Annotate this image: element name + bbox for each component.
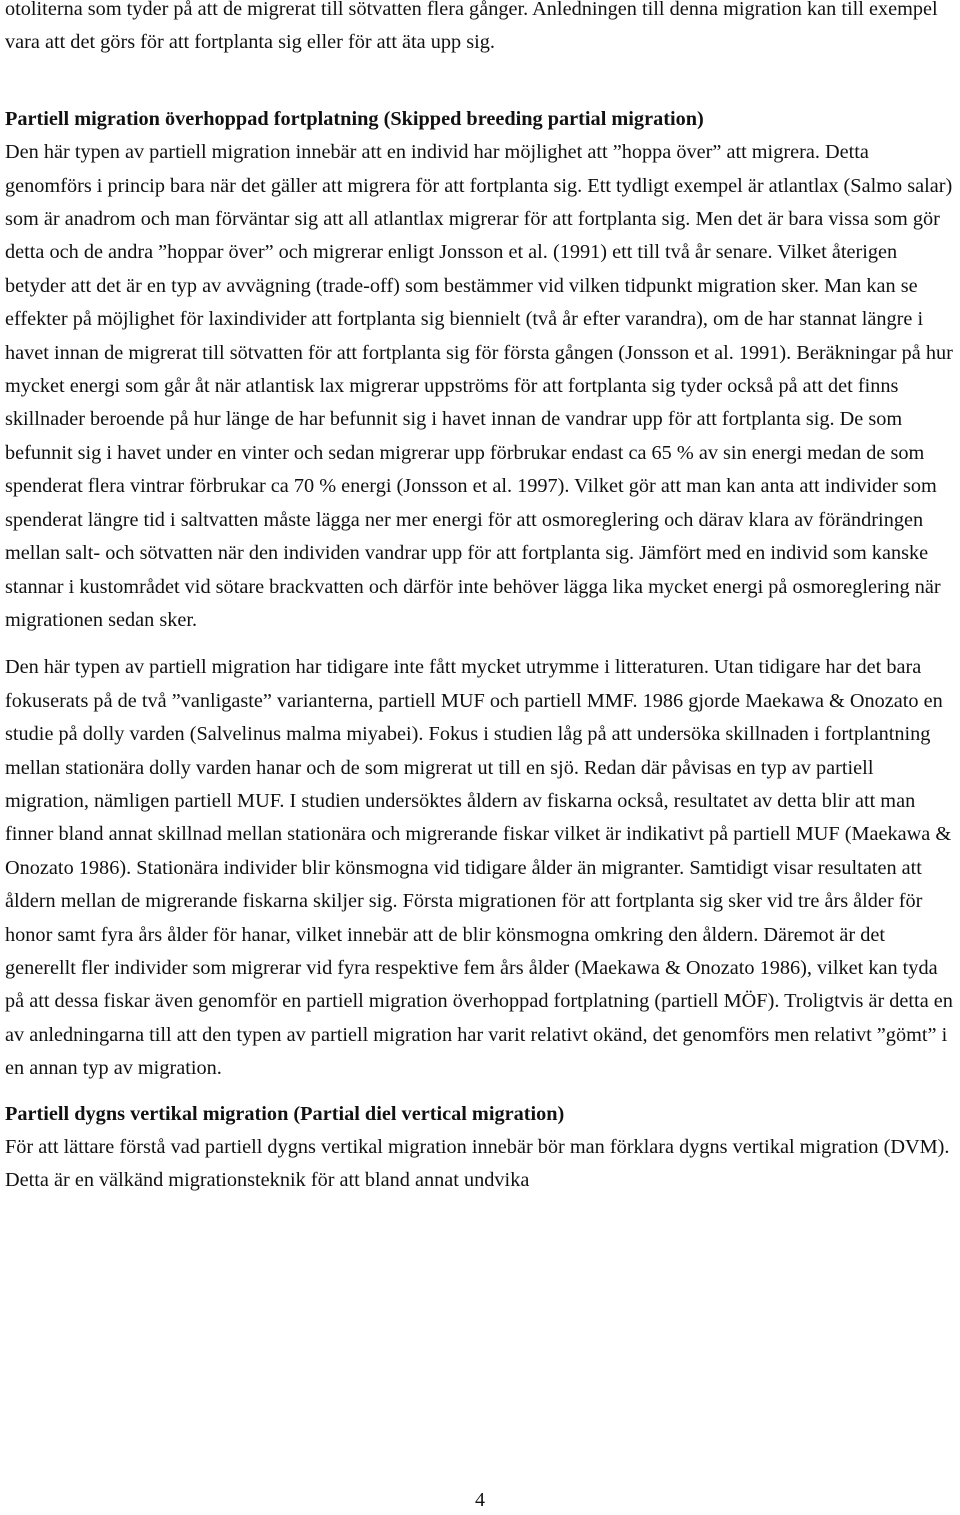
document-page xyxy=(5,0,955,1198)
body-paragraph: Den här typen av partiell migration har tidigare inte fått mycket utrymme i litteraturen. Utan tidigare har det bara fokuserats på de två ”vanligaste” varianterna, partiell MUF och partiell MMF. 1986 gjorde Maekawa & Onozato en studie på dolly varden (Salvelinus malma miyabei). Fokus i studien låg på att undersöka skillnaden i fortplantning mellan stationära dolly varden hanar och de som migrerat ut till en sjö. Redan där påvisas en typ av partiell migration, nämligen partiell MUF. I studien undersöktes åldern av fiskarna också, resultatet av detta blir att man finner bland annat skillnad mellan stationära och migrerande fiskar vilket är indikativt på partiell MUF (Maekawa & Onozato 1986). Stationära individer blir könsmogna vid tidigare ålder än migranter. Samtidigt visar resultaten att åldern mellan de migrerande fiskarna skiljer sig. Första migrationen för att fortplanta sig sker vid tre års ålder för honor samt fyra års ålder för hanar, vilket innebär att de blir könsmogna omkring den åldern. Däremot är det generellt fler individer som migrerar vid fyra respektive fem års ålder (Maekawa & Onozato 1986), vilket kan tyda på att dessa fiskar även genomför en partiell migration överhoppad fortplatning (partiell MÖF). Troligtvis är detta en av anledningarna till att den typen av partiell migration har varit relativt okänd, det genomförs men relativt ”gömt” i en annan typ av migration. xyxy=(5,656,953,1080)
body-paragraph: För att lättare förstå vad partiell dygns vertikal migration innebär bör man förklara dygns vertikal migration (DVM). Detta är en välkänd migrationsteknik för att bland annat undvika xyxy=(5,1136,950,1192)
body-paragraph: Den här typen av partiell migration innebär att en individ har möjlighet att ”hoppa över” att migrera. Detta genomförs i princip bara när det gäller att migrera för att fortplanta sig. Ett tydligt exempel är atlantlax (Salmo salar) som är anadrom och man förväntar sig att all atlantlax migrerar för att fortplanta sig. Men det är bara vissa som gör detta och de andra ”hoppar över” och migrerar enligt Jonsson et al. (1991) ett till två år senare. Vilket återigen betyder att det är en typ av avvägning (trade-off) som bestämmer vid vilken tidpunkt migration sker. Man kan se effekter på möjlighet för laxindivider att fortplanta sig biennielt (två år efter varandra), om de har stannat längre i havet innan de migrerat till sötvatten för att fortplanta sig för första gången (Jonsson et al. 1991). Beräkningar på hur mycket energi som går åt när atlantisk lax migrerar uppströms för att fortplanta sig tyder också på att det finns skillnader beroende på hur länge de har befunnit sig i havet innan de vandrar upp för att fortplanta sig. De som befunnit sig i havet under en vinter och sedan migrerar upp förbrukar endast ca 65 % av sin energi medan de som spenderat flera vintrar förbrukar ca 70 % energi (Jonsson et al. 1997). Vilket gör att man kan anta att individer som spenderat längre tid i saltvatten måste lägga ner mer energi för att osmoreglering och därav klara av förändringen mellan salt- och sötvatten när den individen vandrar upp för att fortplanta sig. Jämfört med en individ som kanske stannar i kustområdet vid sötare brackvatten och därför inte behöver lägga lika mycket energi på osmoreglering när migrationen sedan sker. xyxy=(5,141,953,631)
paragraph-spacer xyxy=(5,637,955,651)
section-heading-skipped-breeding: Partiell migration överhoppad fortplatning (Skipped breeding partial migration) xyxy=(5,107,704,130)
section-heading-diel-vertical: Partiell dygns vertikal migration (Partial diel vertical migration) xyxy=(5,1102,565,1125)
page-number: 4 xyxy=(475,1489,485,1511)
intro-paragraph: otoliterna som tyder på att de migrerat till sötvatten flera gånger. Anledningen till denna migration kan till exempel vara att det görs för att fortplanta sig eller för att äta upp sig. xyxy=(5,0,938,54)
section-spacer xyxy=(5,60,955,103)
section-spacer xyxy=(5,1086,955,1098)
